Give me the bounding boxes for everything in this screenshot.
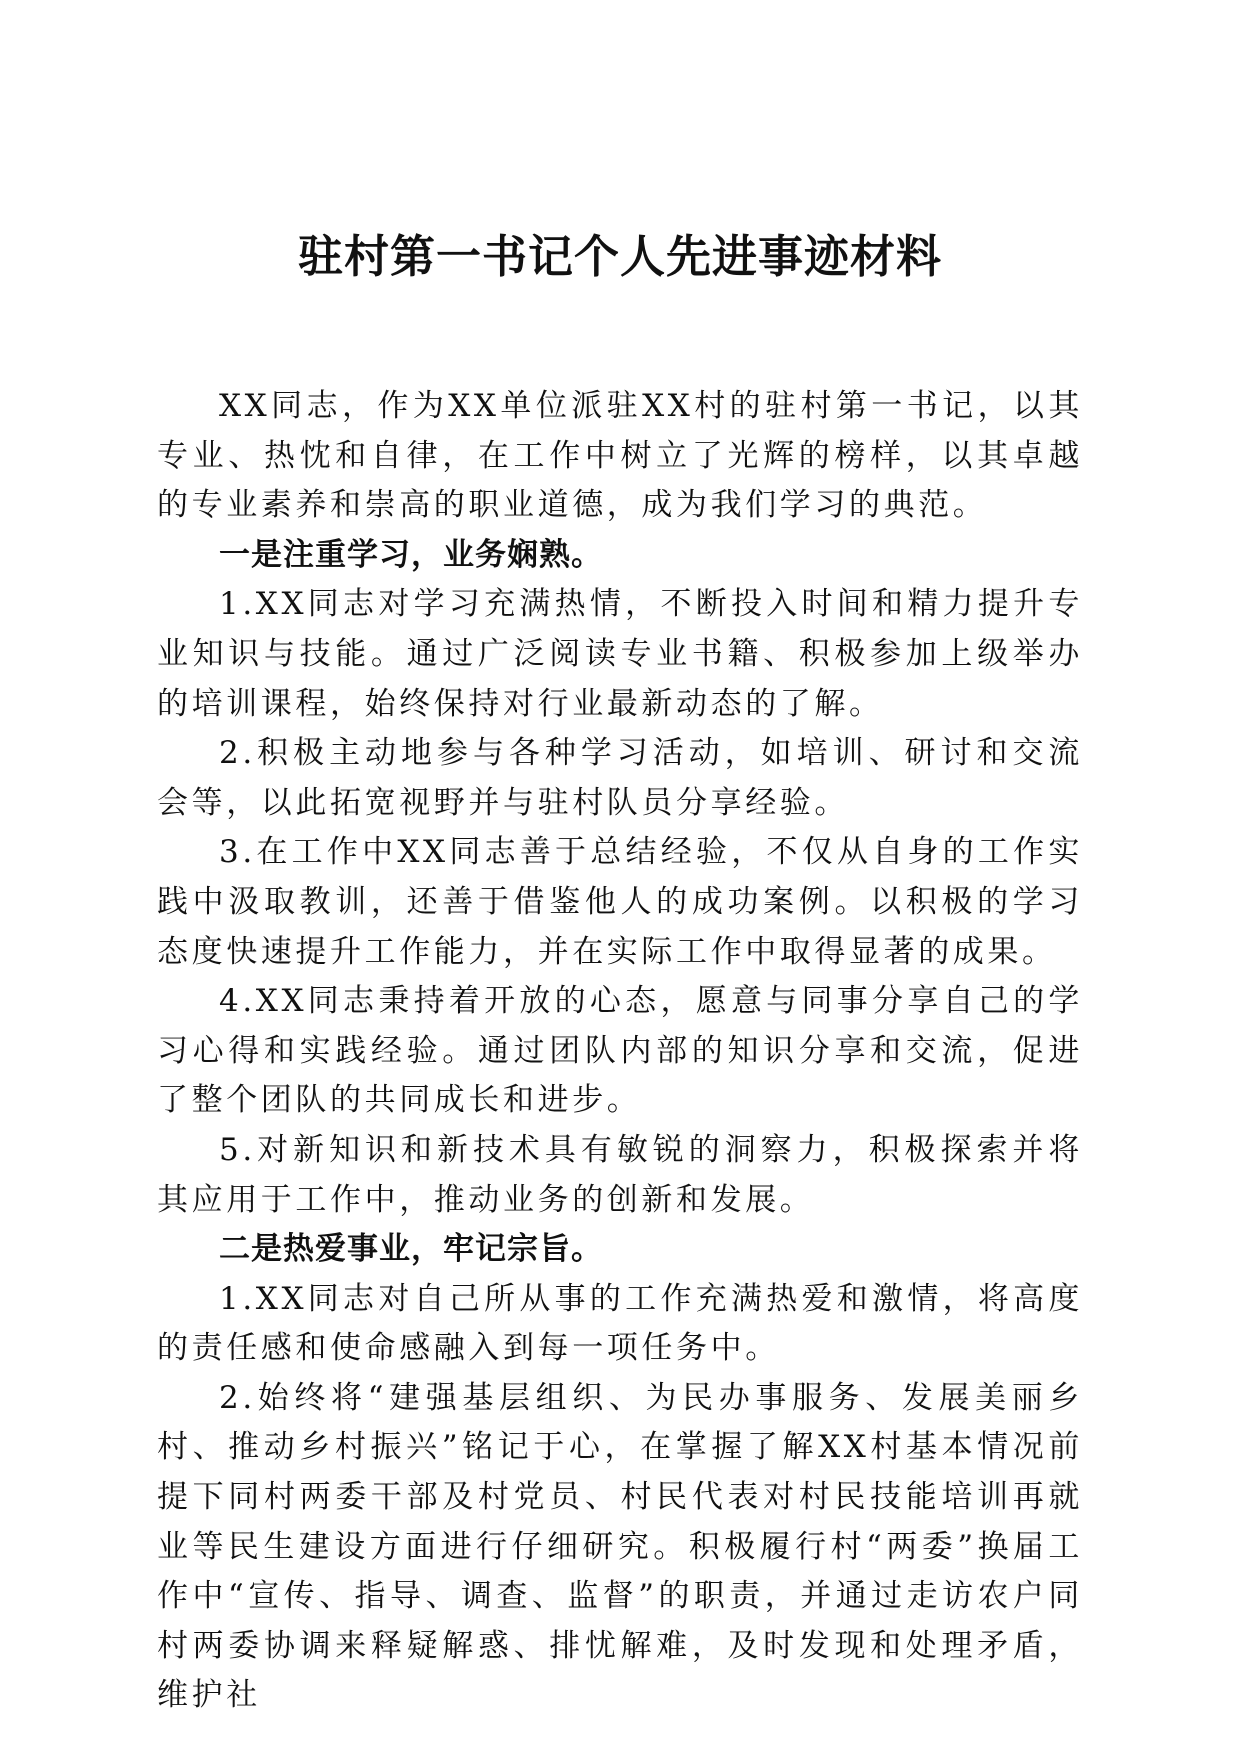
intro-paragraph: XX同志，作为XX单位派驻XX村的驻村第一书记，以其专业、热忱和自律，在工作中树立了光辉的榜样，以其卓越的专业素养和崇高的职业道德，成为我们学习的典范。 — [157, 388, 1083, 524]
document-title: 驻村第一书记个人先进事迹材料 — [297, 230, 942, 283]
section-1-item-2: 2.积极主动地参与各种学习活动，如培训、研讨和交流会等，以此拓宽视野并与驻村队员分享经验。 — [157, 735, 1083, 821]
section-heading-2: 二是热爱事业，牢记宗旨。 — [219, 1231, 603, 1268]
section-1-item-5: 5.对新知识和新技术具有敏锐的洞察力，积极探索并将其应用于工作中，推动业务的创新和发展。 — [157, 1131, 1083, 1218]
section-2-item-1: 1.XX同志对自己所从事的工作充满热爱和激情，将高度的责任感和使命感融入到每一项任务中。 — [157, 1280, 1083, 1367]
section-1-item-1: 1.XX同志对学习充满热情，不断投入时间和精力提升专业知识与技能。通过广泛阅读专业书籍、积极参加上级举办的培训课程，始终保持对行业最新动态的了解。 — [157, 586, 1083, 722]
section-1-item-4: 4.XX同志秉持着开放的心态，愿意与同事分享自己的学习心得和实践经验。通过团队内部的知识分享和交流，促进了整个团队的共同成长和进步。 — [157, 983, 1083, 1119]
section-heading-1: 一是注重学习，业务娴熟。 — [219, 536, 603, 573]
section-2-item-2: 2.始终将“建强基层组织、为民办事服务、发展美丽乡村、推动乡村振兴”铭记于心，在掌握了解XX村基本情况前提下同村两委干部及村党员、村民代表对村民技能培训再就业等民生建设方面进行仔细研究。积极履行村“两委”换届工作中“宣传、指导、调查、监督”的职责，并通过走访农户同村两委协调来释疑解惑、排忧解难，及时发现和处理矛盾，维护社 — [157, 1379, 1083, 1714]
document-body — [157, 382, 1083, 1721]
section-1-item-3: 3.在工作中XX同志善于总结经验，不仅从自身的工作实践中汲取教训，还善于借鉴他人的成功案例。以积极的学习态度快速提升工作能力，并在实际工作中取得显著的成果。 — [157, 834, 1083, 970]
